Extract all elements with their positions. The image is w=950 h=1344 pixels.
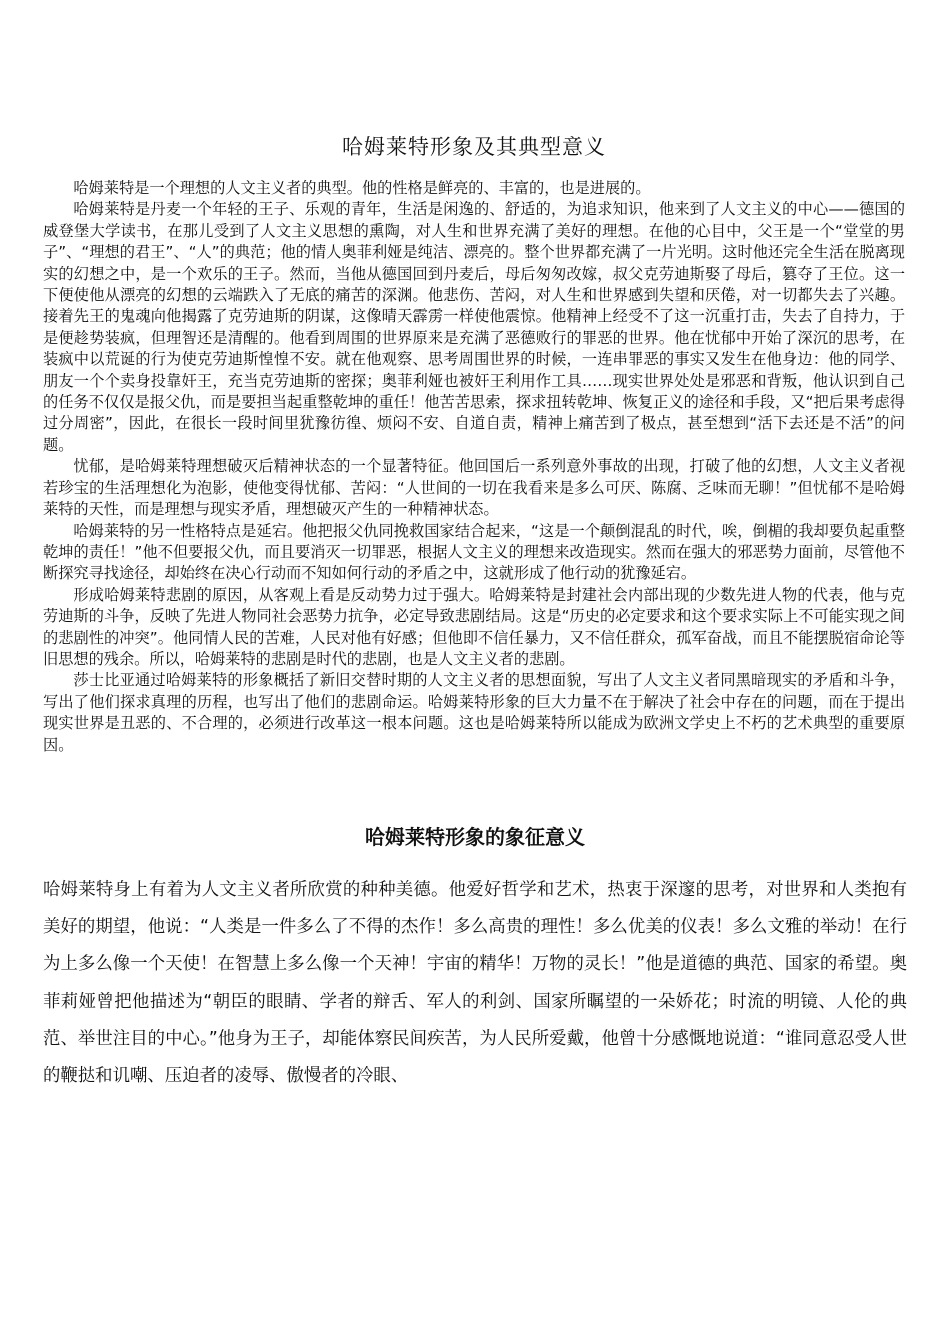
symbolism-section: [43, 872, 907, 1095]
paragraph-biography: 哈姆莱特是丹麦一个年轻的王子、乐观的青年，生活是闲逸的、舒适的，为追求知识，他来到了人文主义的中心——德国的威登堡大学读书，在那儿受到了人文主义思想的熏陶，对人生和世界充满了美好的理想。在他的心目中，父王是一个“堂堂的男子”、“理想的君王”、“人”的典范；他的情人奥菲利娅是纯洁、漂亮的。整个世界都充满了一片光明。这时他还完全生活在脱离现实的幻想之中，是一个欢乐的王子。然而，当他从德国回到丹麦后，母后匆匆改嫁，叔父克劳迪斯娶了母后，篡夺了王位。这一下便使他从漂亮的幻想的云端跌入了无底的痛苦的深渊。他悲伤、苦闷，对人生和世界感到失望和厌倦，对一切都失去了兴趣。接着先王的鬼魂向他揭露了克劳迪斯的阴谋，这像晴天霹雳一样使他震惊。他精神上经受不了这一沉重打击，失去了自持力，于是便趁势装疯，但理智还是清醒的。他看到周围的世界原来是充满了恶德败行的罪恶的世界。他在忧郁中开始了深沉的思考，在装疯中以荒诞的行为使克劳迪斯惶惶不安。就在他观察、思考周围世界的时候，一连串罪恶的事实又发生在他身边：他的同学、朋友一个个卖身投靠奸王，充当克劳迪斯的密探；奥菲利娅也被奸王利用作工具……现实世界处处是邪恶和背叛，他认识到自己的任务不仅仅是报父仇，而是要担当起重整乾坤的重任！他苦苦思索，探求扭转乾坤、恢复正义的途径和手段，又“把后果考虑得过分周密”，因此，在很长一段时间里犹豫彷徨、烦闷不安、自道自责，精神上痛苦到了极点，甚至想到“活下去还是不活”的问题。: [43, 200, 905, 454]
essay-section: [43, 130, 905, 756]
paragraph-intro: 哈姆莱特是一个理想的人文主义者的典型。他的性格是鲜亮的、丰富的，也是进展的。: [73, 179, 651, 197]
paragraph-delay: 哈姆莱特的另一性格特点是延宕。他把报父仇同挽救国家结合起来，“这是一个颠倒混乱的时代，唉，倒楣的我却要负起重整乾坤的责任！”他不但要报父仇，而且要消灭一切罪恶，根据人文主义的理想来改造现实。然而在强大的邪恶势力面前，尽管他不断探究寻找途径，却始终在决心行动而不知如何行动的矛盾之中，这就形成了他行动的犹豫延宕。: [43, 521, 905, 583]
paragraph-melancholy: 忧郁，是哈姆莱特理想破灭后精神状态的一个显著特征。他回国后一系列意外事故的出现，打破了他的幻想，人文主义者视若珍宝的生活理想化为泡影，使他变得忧郁、苦闷：“人世间的一切在我看来是多么可厌、陈腐、乏味而无聊！”但忧郁不是哈姆莱特的天性，而是理想与现实矛盾，理想破灭产生的一种精神状态。: [43, 457, 905, 519]
page-title: 哈姆莱特形象及其典型意义: [342, 135, 606, 159]
paragraph-symbolism: 哈姆莱特身上有着为人文主义者所欣赏的种种美德。他爱好哲学和艺术，热衷于深邃的思考，对世界和人类抱有美好的期望，他说：“人类是一件多么了不得的杰作！多么高贵的理性！多么优美的仪表！多么文雅的举动！在行为上多么像一个天使！在智慧上多么像一个天神！宇宙的精华！万物的灵长！”他是道德的典范、国家的希望。奥菲莉娅曾把他描述为“朝臣的眼睛、学者的辩舌、军人的利剑、国家所瞩望的一朵娇花；时流的明镜、人伦的典范、举世注目的中心。”他身为王子，却能体察民间疾苦，为人民所爱戴，他曾十分感慨地说道：“谁同意忍受人世的鞭挞和讥嘲、压迫者的凌辱、傲慢者的冷眼、: [43, 880, 907, 1087]
paragraph-tragedy-cause: 形成哈姆莱特悲剧的原因，从客观上看是反动势力过于强大。哈姆莱特是封建社会内部出现的少数先进人物的代表，他与克劳迪斯的斗争，反映了先进人物同社会恶势力抗争，必定导致悲剧结局。这是“历史的必定要求和这个要求实际上不可能实现之间的悲剧性的冲突”。他同情人民的苦难，人民对他有好感；但他即不信任暴力，又不信任群众，孤军奋战，而且不能摆脱宿命论等旧思想的残余。所以，哈姆莱特的悲剧是时代的悲剧，也是人文主义者的悲剧。: [43, 585, 905, 668]
section-heading: 哈姆莱特形象的象征意义: [365, 825, 585, 849]
paragraph-conclusion: 莎士比亚通过哈姆莱特的形象概括了新旧交替时期的人文主义者的思想面貌，写出了人文主义者同黑暗现实的矛盾和斗争，写出了他们探求真理的历程，也写出了他们的悲剧命运。哈姆莱特形象的巨大力量不在于解决了社会中存在的问题，而在于提出现实世界是丑恶的、不合理的，必须进行改革这一根本问题。这也是哈姆莱特所以能成为欧洲文学史上不朽的艺术典型的重要原因。: [43, 671, 905, 754]
